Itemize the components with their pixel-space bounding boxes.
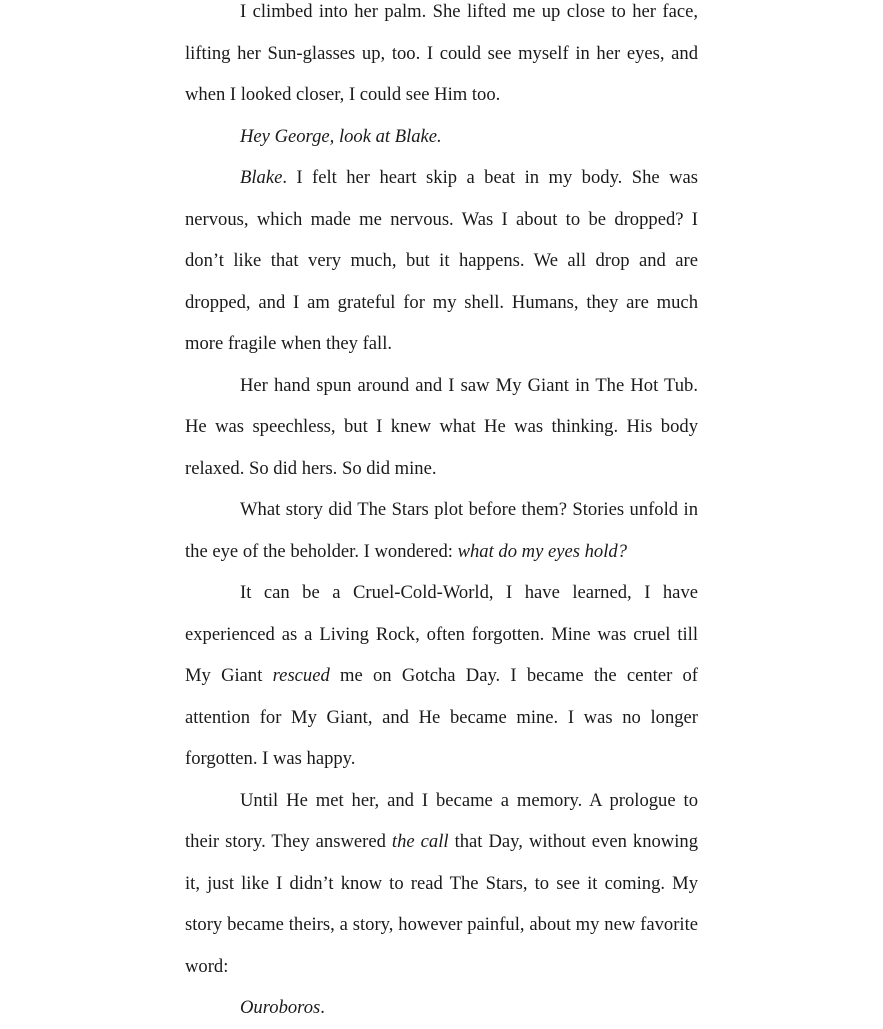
italic-phrase: the call [391,831,449,852]
paragraph-text: It can be a Cruel-Cold-World, I have learned, I have experienced as a Living Rock, often forgotten. Mine was cruel till My Giant [185,582,698,686]
paragraph-text: . I felt her heart skip a beat in my body. She was nervous, which made me nervous. Was I about to be dropped? I don’t like that very much, but it happens. We all drop and are dropped, and I am grateful for my shell. Humans, they are much more fragile when they fall. [185,167,698,354]
paragraph-text: What story did The Stars plot before them? Stories unfold in the eye of the beholder. I wondered: [185,499,698,562]
paragraph-ouroboros [185,987,698,1029]
paragraph-blake [185,157,698,365]
paragraph-text: Her hand spun around and I saw My Giant in The Hot Tub. He was speechless, but I knew what He was thinking. His body relaxed. So did hers. So did mine. [185,374,698,479]
italic-word: Ouroboros [240,997,321,1018]
paragraph-palm [185,0,698,116]
paragraph-text: . [320,997,325,1018]
italic-dialogue: Hey George, look at Blake. [240,125,442,147]
italic-name: Blake [240,167,283,188]
paragraph-hot-tub [185,365,698,490]
paragraph-memory [185,780,698,988]
paragraph-text: that Day, without even knowing it, just like I didn’t know to read The Stars, to see it coming. My story became theirs, a story, however painful, about my new favorite word: [185,831,698,977]
paragraph-text: I climbed into her palm. She lifted me up close to her face, lifting her Sun-glasses up, too. I could see myself in her eyes, and when I looked closer, I could see Him too. [185,1,698,105]
italic-question: what do my eyes hold? [457,540,627,562]
book-page [185,0,698,1029]
paragraph-hey-george [185,116,698,158]
paragraph-text: Until He met her, and I became a memory. A prologue to their story. They answered [185,789,698,852]
paragraph-cruel-world [185,572,698,780]
paragraph-text: me on Gotcha Day. I became the center of attention for My Giant, and He became mine. I was no longer forgotten. I was happy. [185,665,698,769]
italic-word: rescued [272,665,330,686]
paragraph-stars [185,489,698,572]
